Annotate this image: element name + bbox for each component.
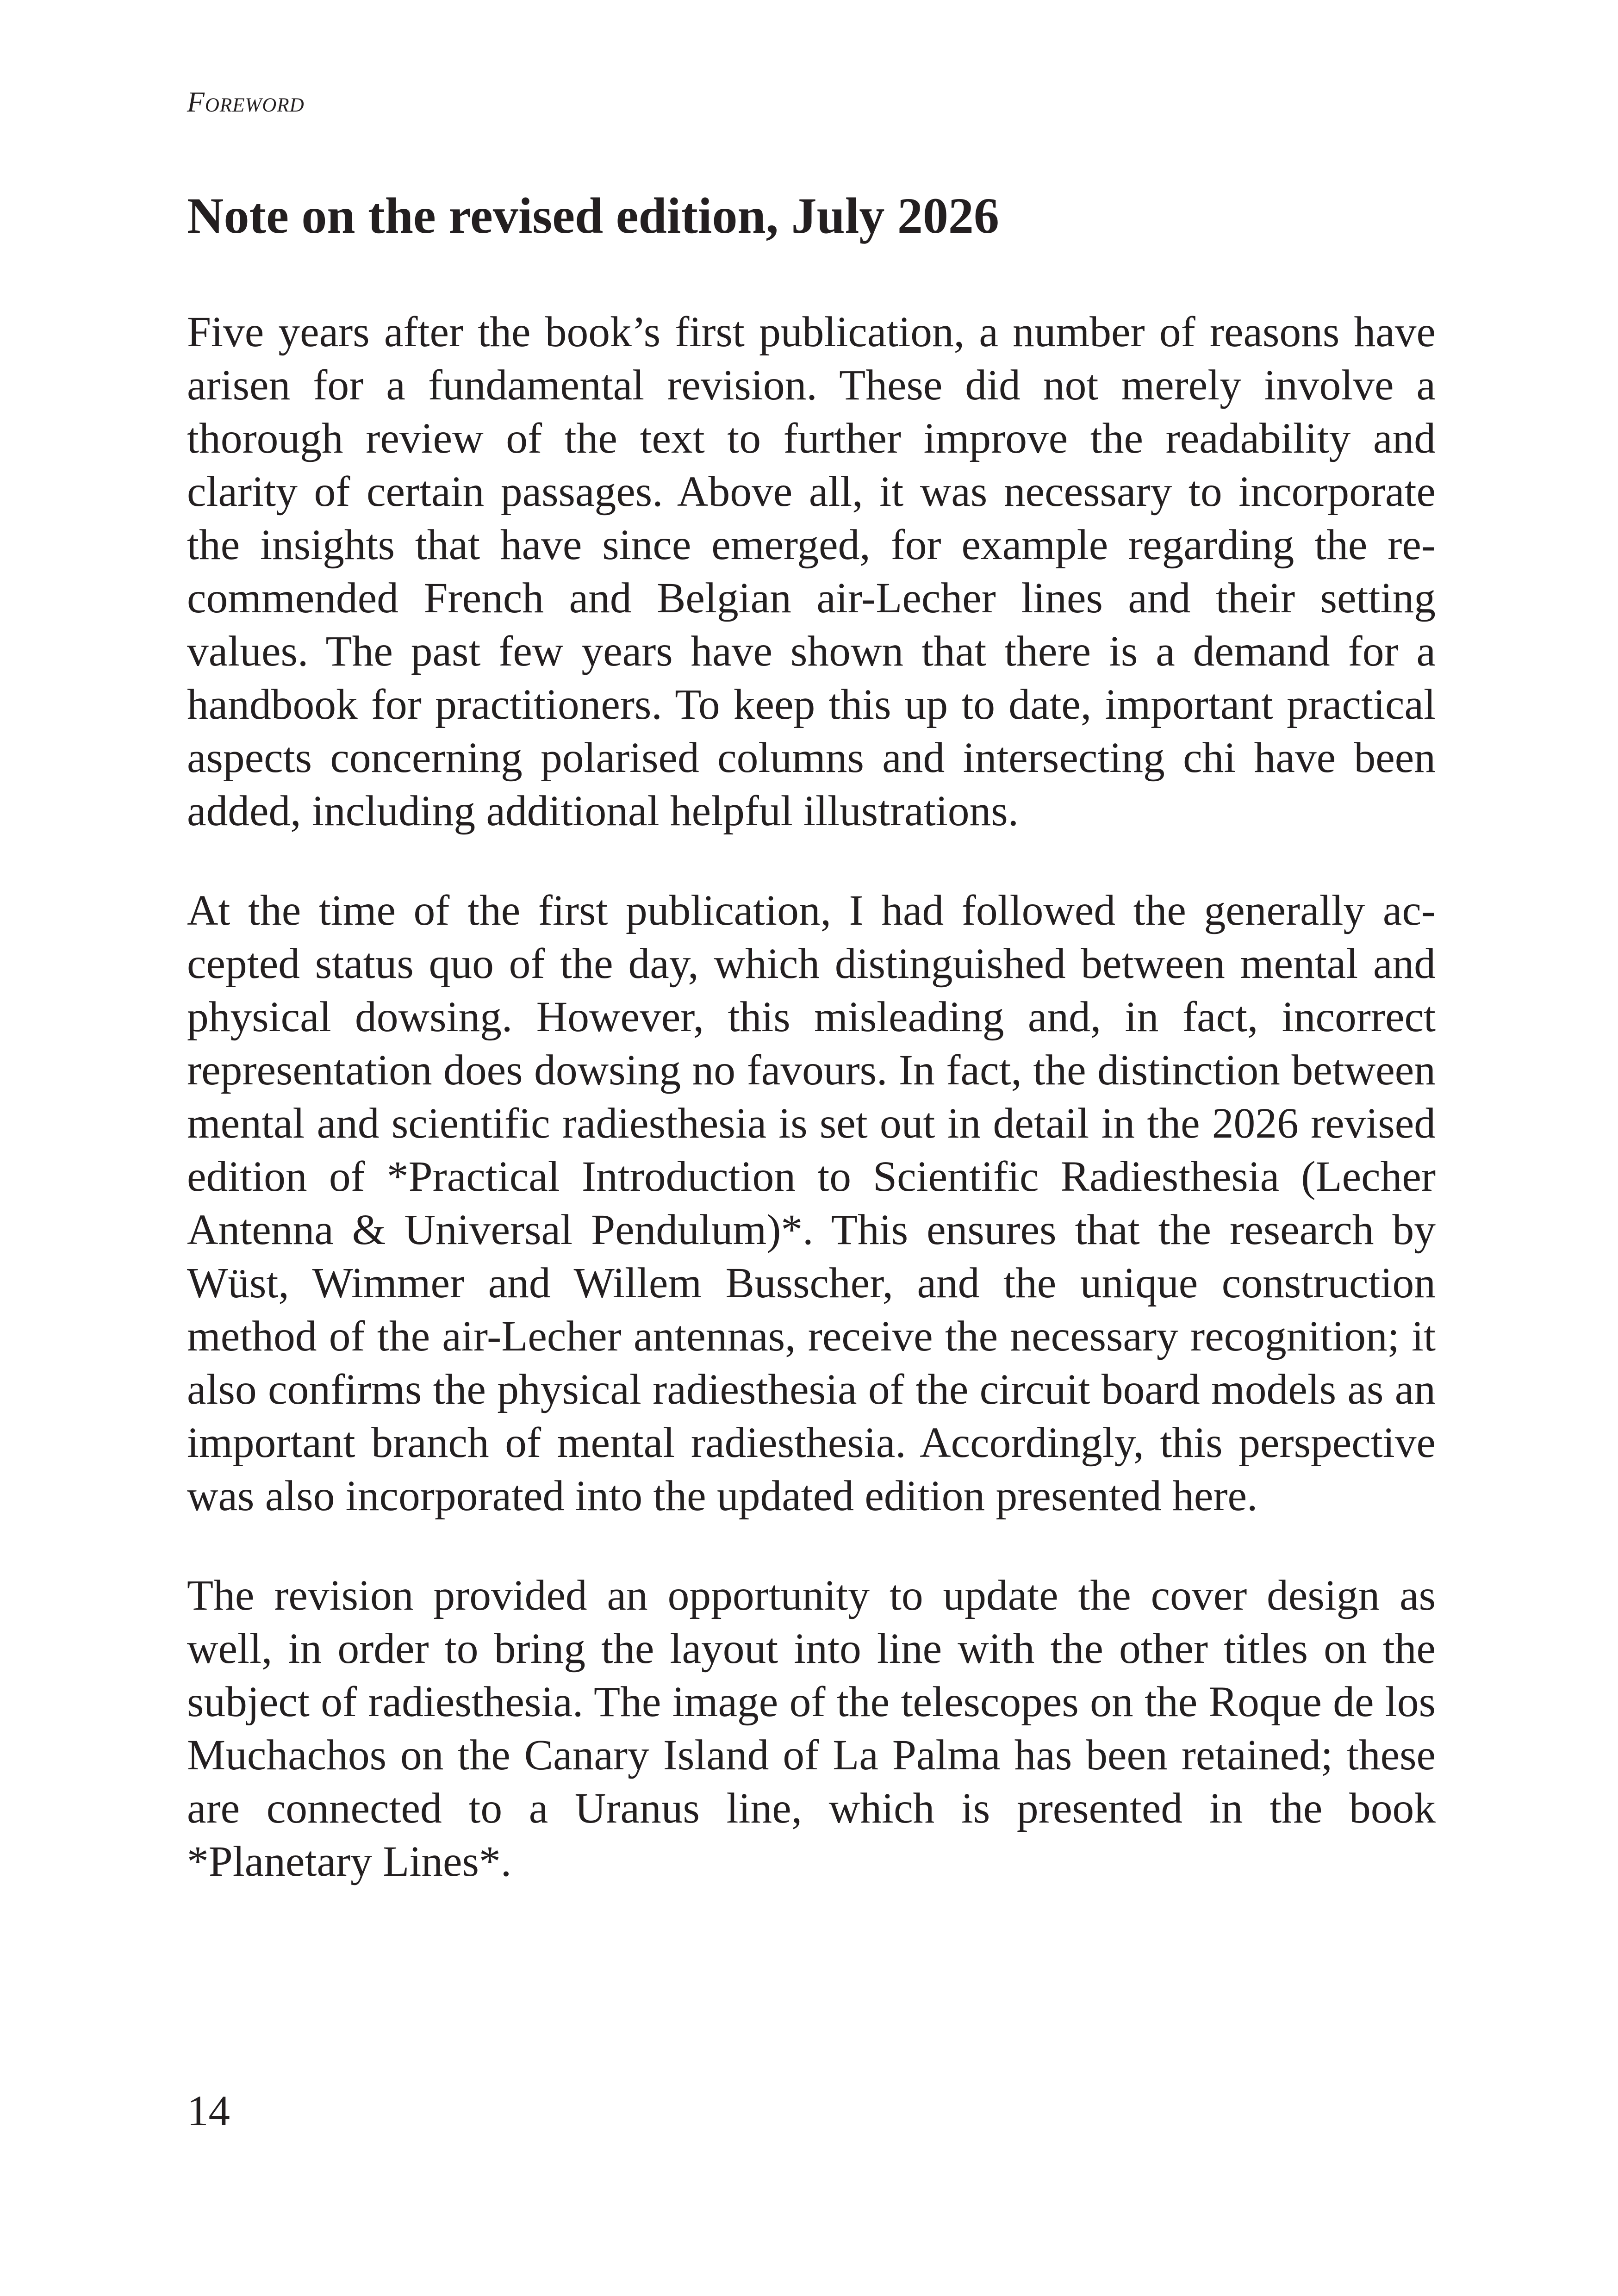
running-head: Foreword [187,87,305,118]
page-number: 14 [187,2087,230,2135]
paragraph-3: The revision provided an opportunity to update the cover design as well, in order to bring the layout into line with the other titles on the subject of radiesthesia. The image of the telescopes on the Roque de los Muchachos on the Canary Island of La Palma has been retained; these are connected to a Uranus line, which is presented in the book *Planetary Lines*. [187,1572,1436,1885]
body-text [187,305,1436,1935]
paragraph-1: Five years after the book’s first publication, a number of reasons have arisen for a fundamental revision. These did not merely involve a thorough review of the text to further improve the readability and clarity of certain passages. Above all, it was necessary to incorporate the insights that have since emerged, for example regarding the recommended French and Belgian air-Lecher lines and their setting values. The past few years have shown that there is a demand for a handbook for practitioners. To keep this up to date, important practical aspects concerning polarised columns and intersecting chi have been added, including additional helpful illustrations. [187,308,1436,835]
paragraph-2: At the time of the first publication, I had followed the generally accepted status quo of the day, which distinguished between mental and physical dowsing. However, this misleading and, in fact, incorrect representation does dowsing no favours. In fact, the distinction between mental and scientific radiesthesia is set out in detail in the 2026 revised edition of *Practical Introduction to Scientific Radiesthesia (Lecher Antenna & Universal Pendulum)*. This ensures that the research by Wüst, Wimmer and Willem Busscher, and the unique construction method of the air-Lecher antennas, receive the necessary recognition; it also confirms the physical radiesthesia of the circuit board models as an important branch of mental radiesthesia. Accordingly, this perspective was also incorporated into the updated edition presented here. [187,887,1436,1520]
page-title: Note on the revised edition, July 2026 [187,187,999,244]
